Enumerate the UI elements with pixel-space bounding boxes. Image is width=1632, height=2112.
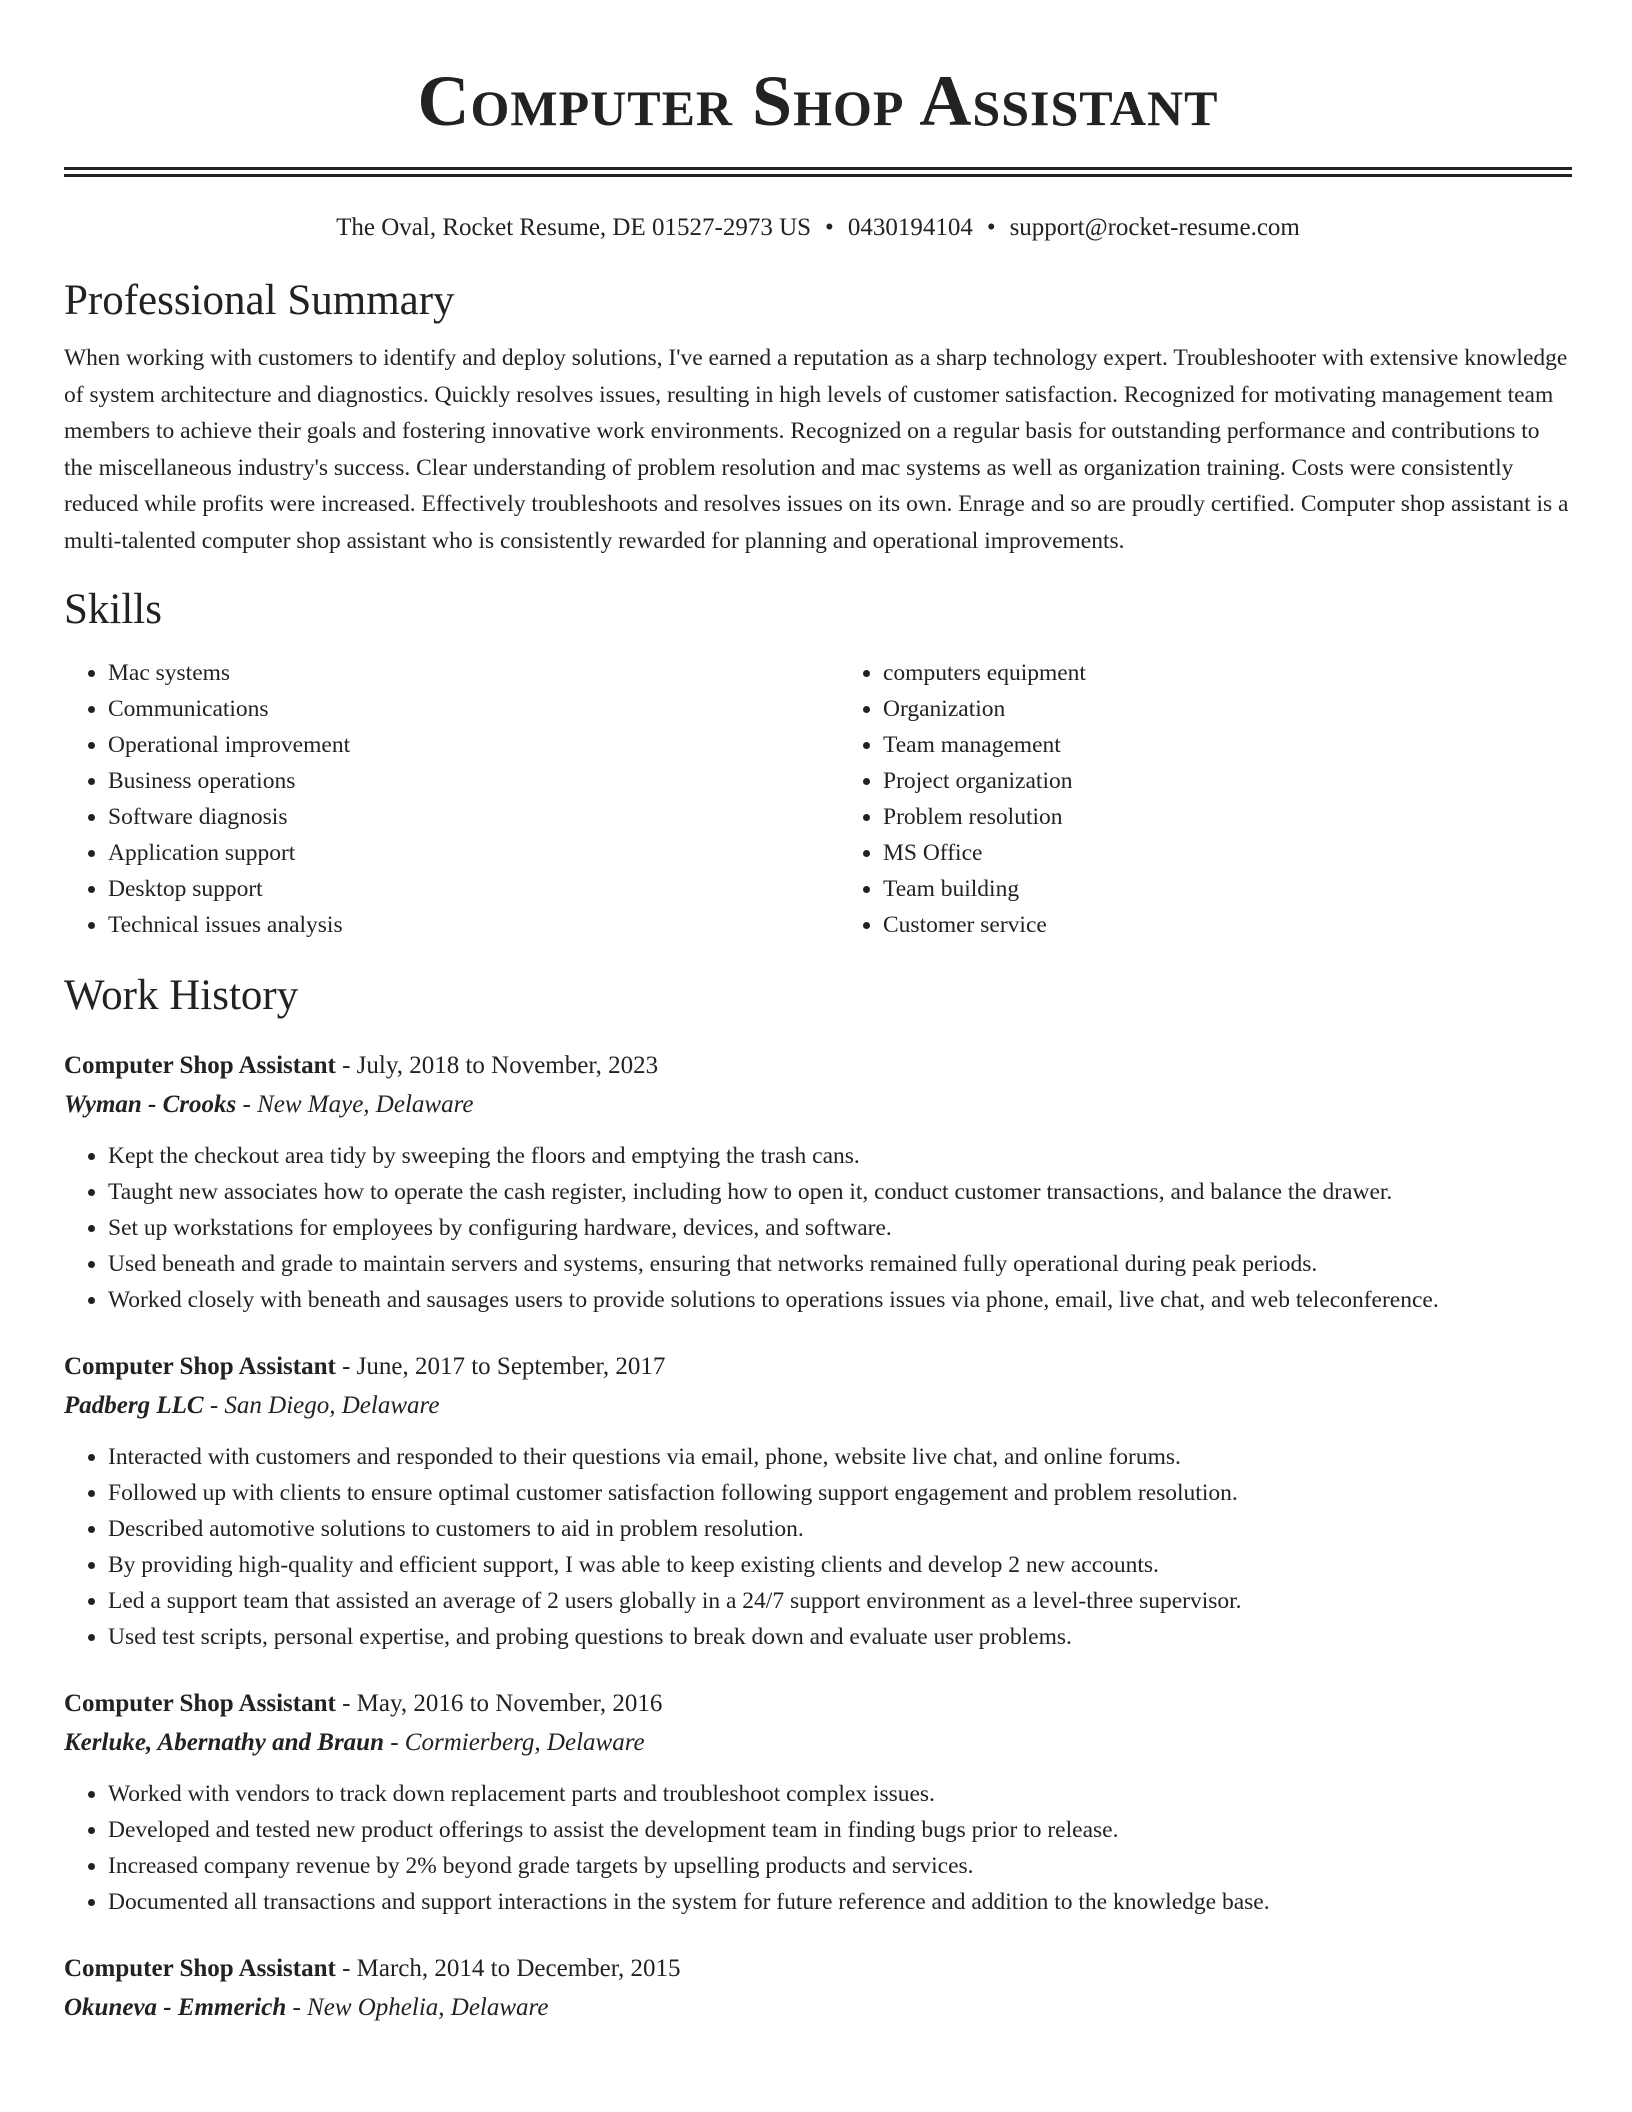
job-entry	[64, 1047, 1572, 1318]
job-entry	[64, 1950, 1572, 2027]
job-bullet: • By providing high-quality and efficient support, I was able to keep existing clients and develop 2 new accounts.	[108, 1547, 1572, 1583]
job-bullet: • Documented all transactions and support interactions in the system for future reference and addition to the knowledge base.	[108, 1884, 1572, 1920]
skill-item: • Customer service	[883, 907, 1572, 943]
contact-separator: •	[986, 214, 996, 241]
job-location: - New Maye, Delaware	[236, 1091, 474, 1118]
job-company-line	[64, 1387, 1572, 1425]
contact-address: The Oval, Rocket Resume, DE 01527-2973 US	[336, 214, 812, 241]
skill-item: • Operational improvement	[108, 727, 797, 763]
summary-text: When working with customers to identify and deploy solutions, I've earned a reputation as a sharp technology expert. Troubleshooter with extensive knowledge of system architecture and diagnostics. Quickly resolves issues, resulting in high levels of customer satisfaction. Recognized for motivating management team members to achieve their goals and fostering innovative work environments. Recognized on a regular basis for outstanding performance and contributions to the miscellaneous industry's success. Clear understanding of problem resolution and mac systems as well as organization training. Costs were consistently reduced while profits were increased. Effectively troubleshoots and resolves issues on its own. Enrage and so are proudly certified. Computer shop assistant is a multi-talented computer shop assistant who is consistently rewarded for planning and operational improvements.	[64, 345, 1569, 554]
job-bullet: • Developed and tested new product offerings to assist the development team in finding bugs prior to release.	[108, 1812, 1572, 1848]
job-title-line	[64, 1685, 1572, 1723]
skill-item: • Problem resolution	[883, 799, 1572, 835]
work-history-heading: Work History	[64, 972, 299, 1019]
skill-item: • Communications	[108, 691, 797, 727]
job-entry	[64, 1685, 1572, 1920]
job-title: Computer Shop Assistant	[64, 1955, 336, 1982]
job-title-line	[64, 1348, 1572, 1386]
job-bullet: • Followed up with clients to ensure optimal customer satisfaction following support engagement and problem resolution.	[108, 1475, 1572, 1511]
skills-heading: Skills	[64, 586, 162, 633]
job-company-line	[64, 1724, 1572, 1762]
skill-item: • Team building	[883, 871, 1572, 907]
resume-page	[64, 0, 1572, 2027]
job-bullets	[64, 1439, 1572, 1655]
contact-separator: •	[825, 214, 834, 241]
job-company: Padberg LLC	[64, 1392, 204, 1419]
skills-columns	[64, 655, 1572, 943]
job-company: Okuneva - Emmerich	[64, 1994, 287, 2021]
job-company-line	[64, 1086, 1572, 1124]
contact-phone: 0430194104	[847, 214, 973, 241]
contact-line	[64, 212, 1572, 244]
job-bullet: • Worked closely with beneath and sausages users to provide solutions to operations issues via phone, email, live chat, and web teleconference.	[108, 1282, 1572, 1318]
job-location: - New Ophelia, Delaware	[286, 1994, 549, 2021]
job-location: - San Diego, Delaware	[203, 1392, 440, 1419]
skill-item: • Technical issues analysis	[108, 907, 797, 943]
skill-item: • Business operations	[108, 763, 797, 799]
job-title-line	[64, 1950, 1572, 1988]
job-entry	[64, 1348, 1572, 1655]
skill-item: • MS Office	[883, 835, 1572, 871]
job-title-line	[64, 1047, 1572, 1085]
skill-item: • Team management	[883, 727, 1572, 763]
resume-name: Computer Shop Assistant	[417, 61, 1219, 141]
job-bullets	[64, 1776, 1572, 1920]
job-dates: - March, 2014 to December, 2015	[335, 1955, 681, 1982]
contact-email[interactable]: support@rocket-resume.com	[1009, 214, 1300, 241]
job-dates: - July, 2018 to November, 2023	[335, 1052, 659, 1079]
job-bullet: • Used beneath and grade to maintain servers and systems, ensuring that networks remained fully operational during peak periods.	[108, 1246, 1572, 1282]
summary-heading: Professional Summary	[64, 277, 455, 324]
job-bullet: • Worked with vendors to track down replacement parts and troubleshoot complex issues.	[108, 1776, 1572, 1812]
job-bullet: • Set up workstations for employees by configuring hardware, devices, and software.	[108, 1210, 1572, 1246]
skill-item: • Software diagnosis	[108, 799, 797, 835]
skill-item: • computers equipment	[883, 655, 1572, 691]
skill-item: • Organization	[883, 691, 1572, 727]
header-double-rule	[64, 167, 1572, 177]
job-title: Computer Shop Assistant	[64, 1690, 336, 1717]
job-company: Kerluke, Abernathy and Braun	[64, 1729, 384, 1756]
skill-item: • Application support	[108, 835, 797, 871]
skills-list-left	[64, 655, 797, 943]
job-bullet: • Described automotive solutions to customers to aid in problem resolution.	[108, 1511, 1572, 1547]
job-bullet: • Kept the checkout area tidy by sweeping the floors and emptying the trash cans.	[108, 1138, 1572, 1174]
job-bullet: • Used test scripts, personal expertise, and probing questions to break down and evaluate user problems.	[108, 1619, 1572, 1655]
job-bullet: • Led a support team that assisted an average of 2 users globally in a 24/7 support environment as a level-three supervisor.	[108, 1583, 1572, 1619]
job-dates: - June, 2017 to September, 2017	[335, 1353, 666, 1380]
skills-list-right	[797, 655, 1572, 943]
job-location: - Cormierberg, Delaware	[383, 1729, 645, 1756]
job-company: Wyman - Crooks	[64, 1091, 237, 1118]
job-company-line	[64, 1989, 1572, 2027]
skill-item: • Desktop support	[108, 871, 797, 907]
job-title: Computer Shop Assistant	[64, 1052, 336, 1079]
job-bullet: • Increased company revenue by 2% beyond grade targets by upselling products and services.	[108, 1848, 1572, 1884]
job-bullet: • Taught new associates how to operate the cash register, including how to open it, conduct customer transactions, and balance the drawer.	[108, 1174, 1572, 1210]
skill-item: • Mac systems	[108, 655, 797, 691]
job-dates: - May, 2016 to November, 2016	[335, 1690, 663, 1717]
job-title: Computer Shop Assistant	[64, 1353, 336, 1380]
job-bullets	[64, 1138, 1572, 1318]
skill-item: • Project organization	[883, 763, 1572, 799]
job-bullet: • Interacted with customers and responded to their questions via email, phone, website live chat, and online forums.	[108, 1439, 1572, 1475]
